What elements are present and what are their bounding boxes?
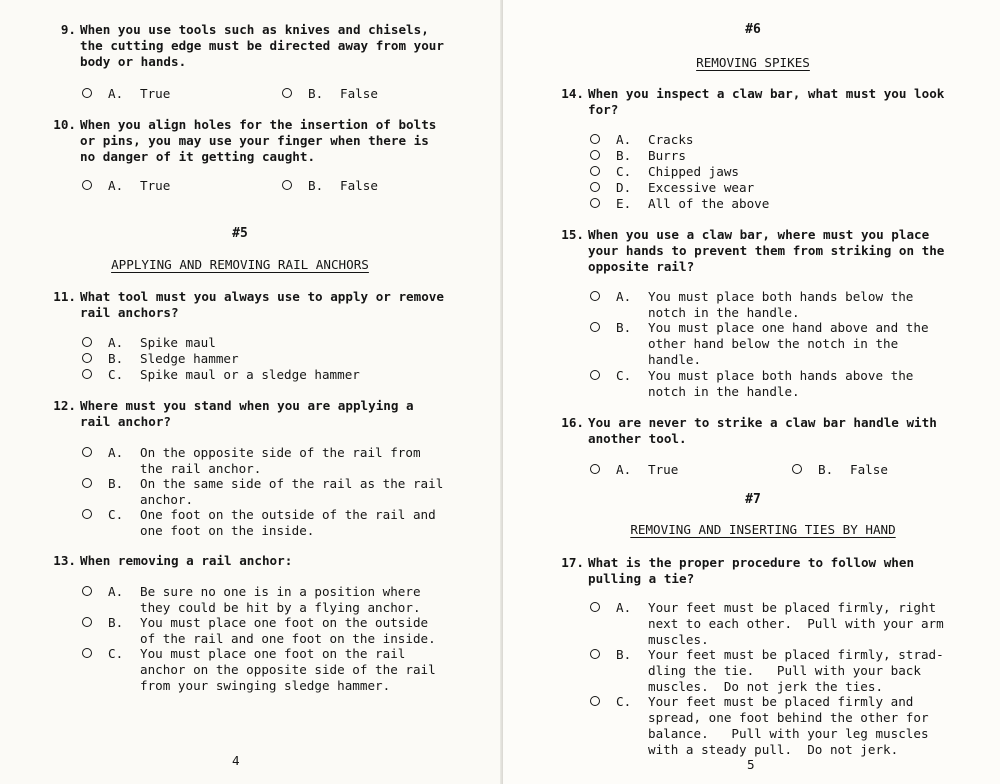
- option-a[interactable]: [82, 335, 442, 351]
- option-c[interactable]: [590, 368, 970, 400]
- question-line: What tool must you always use to apply or remove: [80, 289, 444, 304]
- option-text: Spike maul or a sledge hammer: [140, 367, 360, 382]
- radio-circle-icon[interactable]: [590, 370, 600, 380]
- question-line: for?: [588, 102, 619, 117]
- option-text: Your feet must be placed firmly, strad-: [648, 647, 944, 662]
- option-letter: A.: [616, 462, 632, 477]
- question-11-options: [82, 335, 462, 383]
- option-text: from your swinging sledge hammer.: [140, 678, 391, 693]
- radio-circle-icon[interactable]: [590, 464, 600, 474]
- option-b[interactable]: [82, 351, 442, 367]
- option-letter: A.: [616, 289, 632, 304]
- radio-circle-icon[interactable]: [590, 134, 600, 144]
- radio-circle-icon[interactable]: [590, 291, 600, 301]
- page-number: 4: [232, 753, 240, 768]
- option-c[interactable]: [82, 507, 452, 539]
- option-text: Be sure no one is in a position where: [140, 584, 421, 599]
- radio-circle-icon[interactable]: [82, 447, 92, 457]
- radio-circle-icon[interactable]: [282, 180, 292, 190]
- question-16-options: [590, 462, 980, 478]
- radio-circle-icon[interactable]: [82, 337, 92, 347]
- option-text: of the rail and one foot on the inside.: [140, 631, 436, 646]
- right-page: [503, 0, 1000, 784]
- question-9: [50, 22, 470, 70]
- radio-circle-icon[interactable]: [82, 478, 92, 488]
- option-b[interactable]: [590, 320, 970, 368]
- question-number: 9.: [60, 22, 76, 37]
- option-letter: A.: [108, 335, 124, 350]
- section-number: #7: [745, 492, 761, 507]
- option-text: Cracks: [648, 132, 694, 147]
- option-text: spread, one foot behind the other for: [648, 710, 929, 725]
- option-text: Excessive wear: [648, 180, 755, 195]
- section-number: #6: [745, 22, 761, 37]
- option-c[interactable]: [82, 646, 452, 694]
- option-b[interactable]: [590, 647, 970, 695]
- option-c[interactable]: [590, 694, 970, 758]
- option-text: handle.: [648, 352, 702, 367]
- option-text: balance. Pull with your leg muscles: [648, 726, 929, 741]
- option-a[interactable]: [590, 289, 970, 321]
- option-text: muscles.: [648, 632, 709, 647]
- section-number: #5: [232, 226, 248, 241]
- option-d[interactable]: [590, 180, 950, 196]
- question-16: [558, 415, 978, 447]
- question-11: [50, 289, 470, 321]
- question-number: 13.: [53, 553, 76, 568]
- question-14: [558, 86, 978, 118]
- radio-circle-icon[interactable]: [792, 464, 802, 474]
- option-letter: B.: [108, 476, 124, 491]
- option-letter: A.: [108, 178, 124, 193]
- option-a[interactable]: [82, 178, 262, 194]
- radio-circle-icon[interactable]: [590, 182, 600, 192]
- question-line: your hands to prevent them from striking on the: [588, 243, 945, 258]
- question-number: 16.: [561, 415, 584, 430]
- option-text: You must place one hand above and the: [648, 320, 929, 335]
- option-letter: B.: [818, 462, 834, 477]
- option-letter: E.: [616, 196, 632, 211]
- radio-circle-icon[interactable]: [82, 509, 92, 519]
- option-letter: A.: [108, 86, 124, 101]
- question-15: [558, 227, 978, 275]
- question-10-options: [82, 178, 462, 194]
- question-15-options: [590, 289, 980, 401]
- radio-circle-icon[interactable]: [82, 648, 92, 658]
- radio-circle-icon[interactable]: [590, 602, 600, 612]
- option-b[interactable]: [282, 178, 462, 194]
- question-17: [558, 555, 978, 587]
- question-line: When you align holes for the insertion of bolts: [80, 117, 437, 132]
- option-text: anchor.: [140, 492, 194, 507]
- question-number: 17.: [561, 555, 584, 570]
- question-13: [50, 553, 470, 569]
- question-number: 10.: [53, 117, 76, 132]
- question-line: body or hands.: [80, 54, 187, 69]
- option-b[interactable]: [792, 462, 972, 478]
- option-text: Burrs: [648, 148, 686, 163]
- option-letter: B.: [108, 615, 124, 630]
- option-letter: B.: [616, 647, 632, 662]
- option-c[interactable]: [590, 164, 950, 180]
- question-line: the cutting edge must be directed away from your: [80, 38, 444, 53]
- option-letter: B.: [308, 86, 324, 101]
- question-12-options: [82, 445, 462, 539]
- option-letter: A.: [616, 600, 632, 615]
- option-text: they could be hit by a flying anchor.: [140, 600, 421, 615]
- option-text: On the same side of the rail as the rail: [140, 476, 444, 491]
- question-line: another tool.: [588, 431, 687, 446]
- option-letter: C.: [108, 367, 124, 382]
- option-text: next to each other. Pull with your arm: [648, 616, 944, 631]
- option-letter: B.: [616, 320, 632, 335]
- radio-circle-icon[interactable]: [82, 617, 92, 627]
- option-text: False: [850, 462, 888, 477]
- question-9-options: [82, 86, 462, 102]
- option-text: notch in the handle.: [648, 384, 800, 399]
- option-text: True: [648, 462, 679, 477]
- option-letter: C.: [108, 646, 124, 661]
- question-line: opposite rail?: [588, 259, 695, 274]
- question-line: Where must you stand when you are applying a: [80, 398, 414, 413]
- question-number: 12.: [53, 398, 76, 413]
- radio-circle-icon[interactable]: [82, 586, 92, 596]
- option-e[interactable]: [590, 196, 950, 212]
- radio-circle-icon[interactable]: [82, 180, 92, 190]
- option-letter: A.: [616, 132, 632, 147]
- question-line: rail anchors?: [80, 305, 179, 320]
- radio-circle-icon[interactable]: [590, 649, 600, 659]
- section-title: REMOVING AND INSERTING TIES BY HAND: [630, 522, 896, 537]
- option-text: True: [140, 178, 171, 193]
- question-line: When you inspect a claw bar, what must you look: [588, 86, 945, 101]
- option-text: anchor on the opposite side of the rail: [140, 662, 436, 677]
- option-text: You must place one foot on the rail: [140, 646, 406, 661]
- question-line: or pins, you may use your finger when there is: [80, 133, 429, 148]
- radio-circle-icon[interactable]: [590, 150, 600, 160]
- option-text: with a steady pull. Do not jerk.: [648, 742, 899, 757]
- option-text: notch in the handle.: [648, 305, 800, 320]
- question-13-options: [82, 584, 462, 694]
- radio-circle-icon[interactable]: [82, 369, 92, 379]
- option-b[interactable]: [590, 148, 950, 164]
- option-text: False: [340, 178, 378, 193]
- option-text: muscles. Do not jerk the ties.: [648, 679, 884, 694]
- option-a[interactable]: [590, 600, 970, 648]
- option-text: Your feet must be placed firmly and: [648, 694, 914, 709]
- question-number: 14.: [561, 86, 584, 101]
- option-a[interactable]: [590, 462, 770, 478]
- option-text: Sledge hammer: [140, 351, 239, 366]
- option-letter: C.: [616, 368, 632, 383]
- option-text: You must place both hands below the: [648, 289, 914, 304]
- radio-circle-icon[interactable]: [282, 88, 292, 98]
- option-text: All of the above: [648, 196, 770, 211]
- option-text: False: [340, 86, 378, 101]
- radio-circle-icon[interactable]: [590, 198, 600, 208]
- option-letter: B.: [108, 351, 124, 366]
- option-a[interactable]: [82, 584, 452, 616]
- option-text: You must place one foot on the outside: [140, 615, 429, 630]
- section-title: APPLYING AND REMOVING RAIL ANCHORS: [111, 257, 369, 272]
- option-text: On the opposite side of the rail from: [140, 445, 421, 460]
- question-line: When you use tools such as knives and chisels,: [80, 22, 429, 37]
- option-b[interactable]: [82, 615, 452, 647]
- option-letter: B.: [616, 148, 632, 163]
- option-text: one foot on the inside.: [140, 523, 315, 538]
- radio-circle-icon[interactable]: [590, 322, 600, 332]
- option-a[interactable]: [82, 445, 452, 477]
- option-letter: A.: [108, 584, 124, 599]
- option-text: the rail anchor.: [140, 461, 262, 476]
- option-letter: C.: [616, 694, 632, 709]
- question-line: You are never to strike a claw bar handle with: [588, 415, 937, 430]
- option-b[interactable]: [282, 86, 462, 102]
- section-title: REMOVING SPIKES: [696, 55, 810, 70]
- question-number: 15.: [561, 227, 584, 242]
- question-line: When you use a claw bar, where must you place: [588, 227, 930, 242]
- question-10: [50, 117, 470, 165]
- option-text: Spike maul: [140, 335, 216, 350]
- option-letter: B.: [308, 178, 324, 193]
- option-text: dling the tie. Pull with your back: [648, 663, 921, 678]
- question-14-options: [590, 132, 970, 212]
- question-17-options: [590, 600, 980, 760]
- option-a[interactable]: [82, 86, 262, 102]
- option-letter: C.: [616, 164, 632, 179]
- radio-circle-icon[interactable]: [590, 696, 600, 706]
- question-line: no danger of it getting caught.: [80, 149, 316, 164]
- option-text: Chipped jaws: [648, 164, 739, 179]
- option-text: One foot on the outside of the rail and: [140, 507, 436, 522]
- option-text: other hand below the notch in the: [648, 336, 899, 351]
- page-number: 5: [747, 757, 755, 772]
- question-12: [50, 398, 470, 430]
- option-c[interactable]: [82, 367, 442, 383]
- option-letter: D.: [616, 180, 632, 195]
- option-text: True: [140, 86, 171, 101]
- option-b[interactable]: [82, 476, 452, 508]
- option-a[interactable]: [590, 132, 950, 148]
- question-line: pulling a tie?: [588, 571, 695, 586]
- option-letter: C.: [108, 507, 124, 522]
- option-letter: A.: [108, 445, 124, 460]
- option-text: Your feet must be placed firmly, right: [648, 600, 937, 615]
- radio-circle-icon[interactable]: [82, 88, 92, 98]
- question-number: 11.: [53, 289, 76, 304]
- question-line: What is the proper procedure to follow when: [588, 555, 915, 570]
- radio-circle-icon[interactable]: [82, 353, 92, 363]
- question-line: When removing a rail anchor:: [80, 553, 293, 568]
- radio-circle-icon[interactable]: [590, 166, 600, 176]
- option-text: You must place both hands above the: [648, 368, 914, 383]
- question-line: rail anchor?: [80, 414, 171, 429]
